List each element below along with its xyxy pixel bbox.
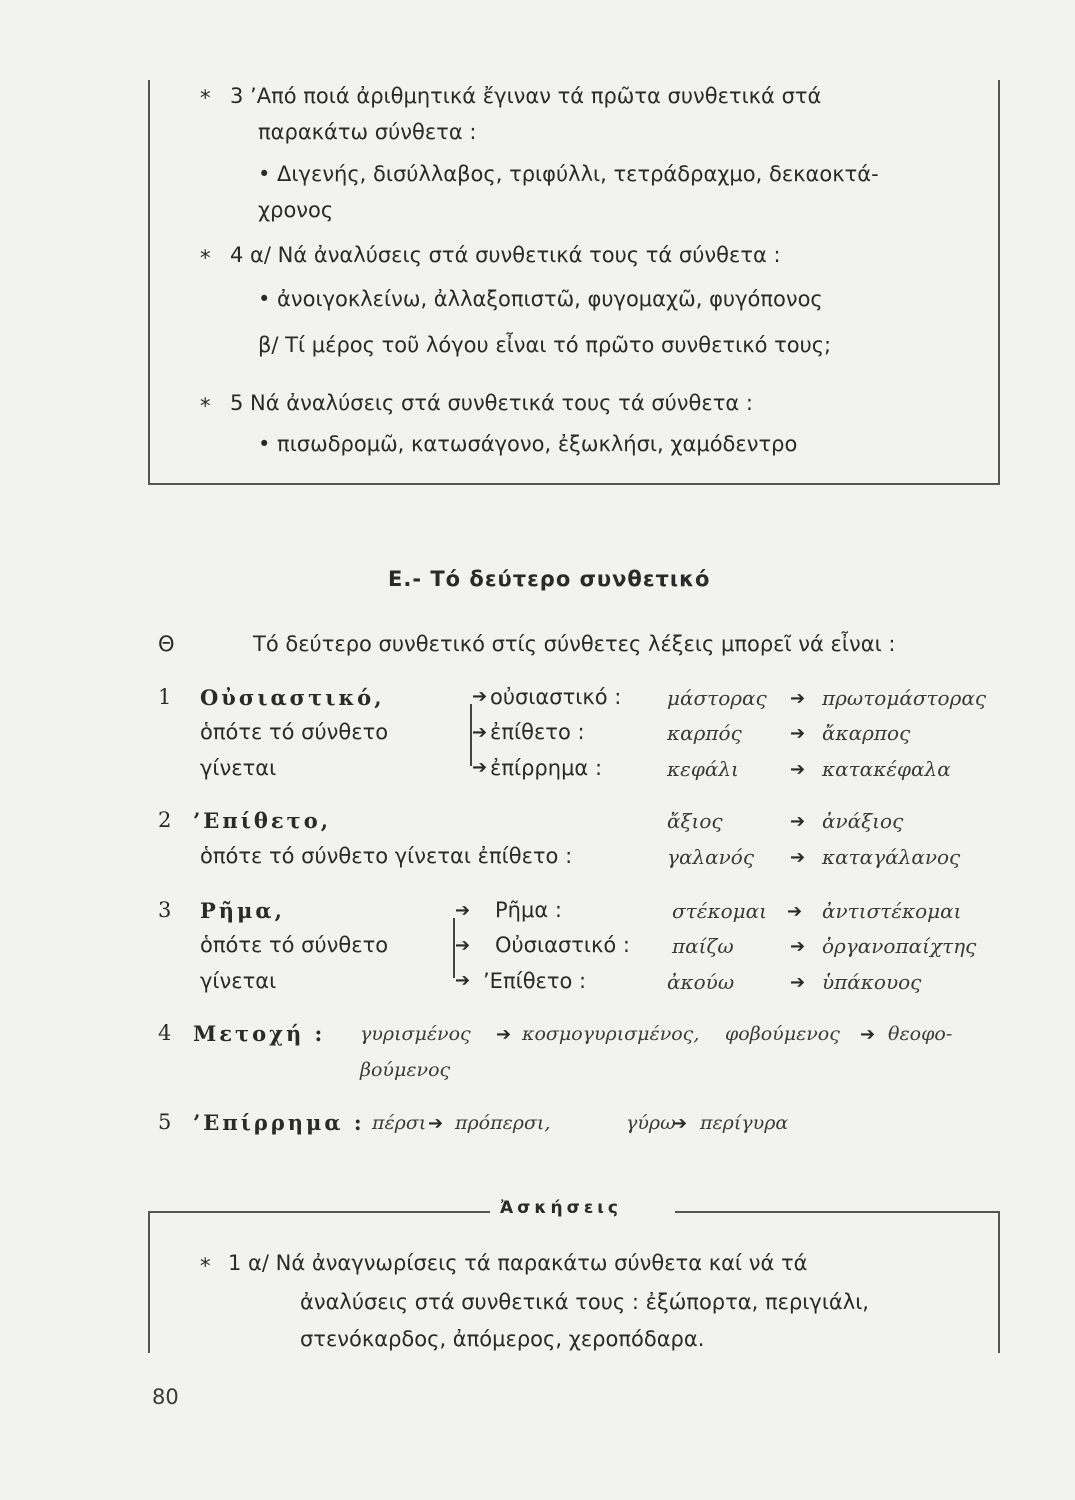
item3-row2-to: ὀργανοπαίχτης [822, 934, 977, 958]
item5-number: 5 [158, 1110, 172, 1134]
item3-sub1: ὁπότε τό σύνθετο [200, 933, 389, 957]
top-box-left-border [148, 80, 150, 485]
item3-bracket-arrow-2: ➔ [455, 935, 471, 956]
item5-ex2-arrow: ➔ [672, 1113, 688, 1134]
exercises-box-top-left [148, 1211, 490, 1213]
item4-ex1-arrow: ➔ [496, 1024, 512, 1045]
item5-ex2-to: περίγυρα [700, 1112, 789, 1134]
item3-bracket-arrow-3: ➔ [455, 970, 471, 991]
item4-ex1-from: γυρισμένος [360, 1023, 471, 1045]
item2-row1-arrow: ➔ [790, 811, 806, 832]
item3-row2-from: παίζω [672, 934, 734, 958]
ex3-line2: παρακάτω σύνθετα : [258, 120, 477, 144]
ex4-star: * [200, 246, 211, 270]
item4-ex2-to-b: βούμενος [360, 1059, 451, 1081]
item1-row2-from: καρπός [667, 721, 742, 745]
section-intro: Τό δεύτερο συνθετικό στίς σύνθετες λέξεις μπορεῖ νά εἶναι : [253, 632, 896, 656]
item3-heading: Ρῆμα, [200, 898, 285, 923]
item5-ex2-from: γύρω [626, 1112, 676, 1134]
item2-number: 2 [158, 808, 172, 832]
item3-row3-label: ’Επίθετο : [483, 969, 587, 993]
exercises-ex1-star: * [200, 1254, 211, 1278]
item3-number: 3 [158, 898, 172, 922]
item4-heading: Μετοχή : [193, 1021, 326, 1046]
item5-ex1-arrow: ➔ [428, 1113, 444, 1134]
ex5-star: * [200, 394, 211, 418]
item4-ex1-to: κοσμογυρισμένος, [522, 1023, 700, 1045]
item4-ex2-arrow: ➔ [860, 1024, 876, 1045]
item2-row1-from: ἄξιος [667, 809, 723, 833]
exercises-box-top-right [675, 1211, 1000, 1213]
item3-row1-to: ἀντιστέκομαι [822, 899, 962, 923]
item1-number: 1 [158, 685, 172, 709]
page-number: 80 [152, 1385, 179, 1409]
item1-bracket-arrow-3: ➔ [472, 757, 488, 778]
ex3-star: * [200, 86, 211, 110]
item3-sub2: γίνεται [200, 969, 277, 993]
item3-row2-label: Οὐσιαστικό : [495, 933, 630, 957]
item2-row2-to: καταγάλανος [822, 845, 961, 869]
exercises-ex1-line1: 1 α/ Νά ἀναγνωρίσεις τά παρακάτω σύνθετα καί νά τά [228, 1251, 808, 1275]
ex3-line1: 3 ’Από ποιά ἀριθμητικά ἔγιναν τά πρῶτα συνθετικά στά [230, 84, 822, 108]
item5-heading: ’Επίρρημα : [193, 1110, 365, 1135]
item2-row1-to: ἀνάξιος [822, 809, 904, 833]
item4-ex2-to-a: θεοφο- [888, 1023, 953, 1045]
item2-row2-from: γαλανός [667, 845, 755, 869]
item3-row1-from: στέκομαι [672, 899, 767, 923]
exercises-title: Ἀσκήσεις [500, 1198, 622, 1218]
item1-bracket-arrow-1: ➔ [472, 686, 488, 707]
exercises-box-right-border [998, 1211, 1000, 1353]
item1-row3-label: ἐπίρρημα : [490, 756, 603, 780]
ex4-line1: 4 α/ Νά ἀναλύσεις στά συνθετικά τους τά σύνθετα : [230, 243, 781, 267]
item2-heading: ’Επίθετο, [193, 808, 332, 833]
item3-bracket-arrow-1: ➔ [455, 900, 471, 921]
item1-sub1: ὁπότε τό σύνθετο [200, 720, 389, 744]
item1-row2-arrow: ➔ [790, 723, 806, 744]
item5-ex1-to: πρόπερσι, [455, 1112, 551, 1134]
top-box-right-border [998, 80, 1000, 485]
item1-heading: Οὐσιαστικό, [200, 685, 385, 710]
item5-ex1-from: πέρσι [372, 1112, 427, 1134]
theta-marker: Θ [158, 632, 175, 656]
item1-row1-label: οὐσιαστικό : [490, 685, 622, 709]
item3-row3-arrow: ➔ [790, 972, 806, 993]
exercises-ex1-line3: στενόκαρδος, ἀπόμερος, χεροπόδαρα. [300, 1327, 705, 1351]
exercises-ex1-line2: ἀναλύσεις στά συνθετικά τους : ἐξώπορτα, περιγιάλι, [300, 1290, 869, 1314]
item1-row2-to: ἄκαρπος [822, 721, 911, 745]
item1-row1-to: πρωτομάστορας [822, 686, 987, 710]
item1-row3-from: κεφάλι [667, 757, 739, 781]
ex5-items: • πισωδρομῶ, κατωσάγονο, ἐξωκλήσι, χαμόδεντρο [258, 432, 798, 456]
item3-row1-label: Ρῆμα : [495, 898, 562, 922]
item3-row1-arrow: ➔ [787, 901, 803, 922]
item2-row2-arrow: ➔ [790, 847, 806, 868]
top-box-bottom-border [148, 483, 1000, 485]
ex5-line1: 5 Νά ἀναλύσεις στά συνθετικά τους τά σύνθετα : [230, 391, 753, 415]
item1-sub2: γίνεται [200, 756, 277, 780]
item1-row2-label: ἐπίθετο : [490, 720, 585, 744]
item1-row1-from: μάστορας [667, 686, 767, 710]
ex4-items: • ἀνοιγοκλείνω, ἀλλαξοπιστῶ, φυγομαχῶ, φυγόπονος [258, 287, 823, 311]
item1-row3-arrow: ➔ [790, 759, 806, 780]
item4-ex2-from: φοβούμενος [725, 1023, 840, 1045]
ex4-part-b: β/ Τί μέρος τοῦ λόγου εἶναι τό πρῶτο συνθετικό τους; [258, 333, 832, 357]
item2-sub: ὁπότε τό σύνθετο γίνεται ἐπίθετο : [200, 844, 573, 868]
exercises-box-left-border [148, 1211, 150, 1353]
item3-row3-to: ὑπάκουος [822, 970, 922, 994]
section-title: Ε.- Τό δεύτερο συνθετικό [388, 567, 711, 591]
item1-row3-to: κατακέφαλα [822, 757, 951, 781]
item3-row2-arrow: ➔ [790, 936, 806, 957]
item1-row1-arrow: ➔ [790, 688, 806, 709]
item4-number: 4 [158, 1021, 172, 1045]
item1-bracket-arrow-2: ➔ [472, 722, 488, 743]
ex3-items-line1: • Διγενής, δισύλλαβος, τριφύλλι, τετράδραχμο, δεκαοκτά- [258, 162, 879, 186]
item3-row3-from: ἀκούω [667, 970, 735, 994]
ex3-items-line2: χρονος [258, 198, 334, 222]
